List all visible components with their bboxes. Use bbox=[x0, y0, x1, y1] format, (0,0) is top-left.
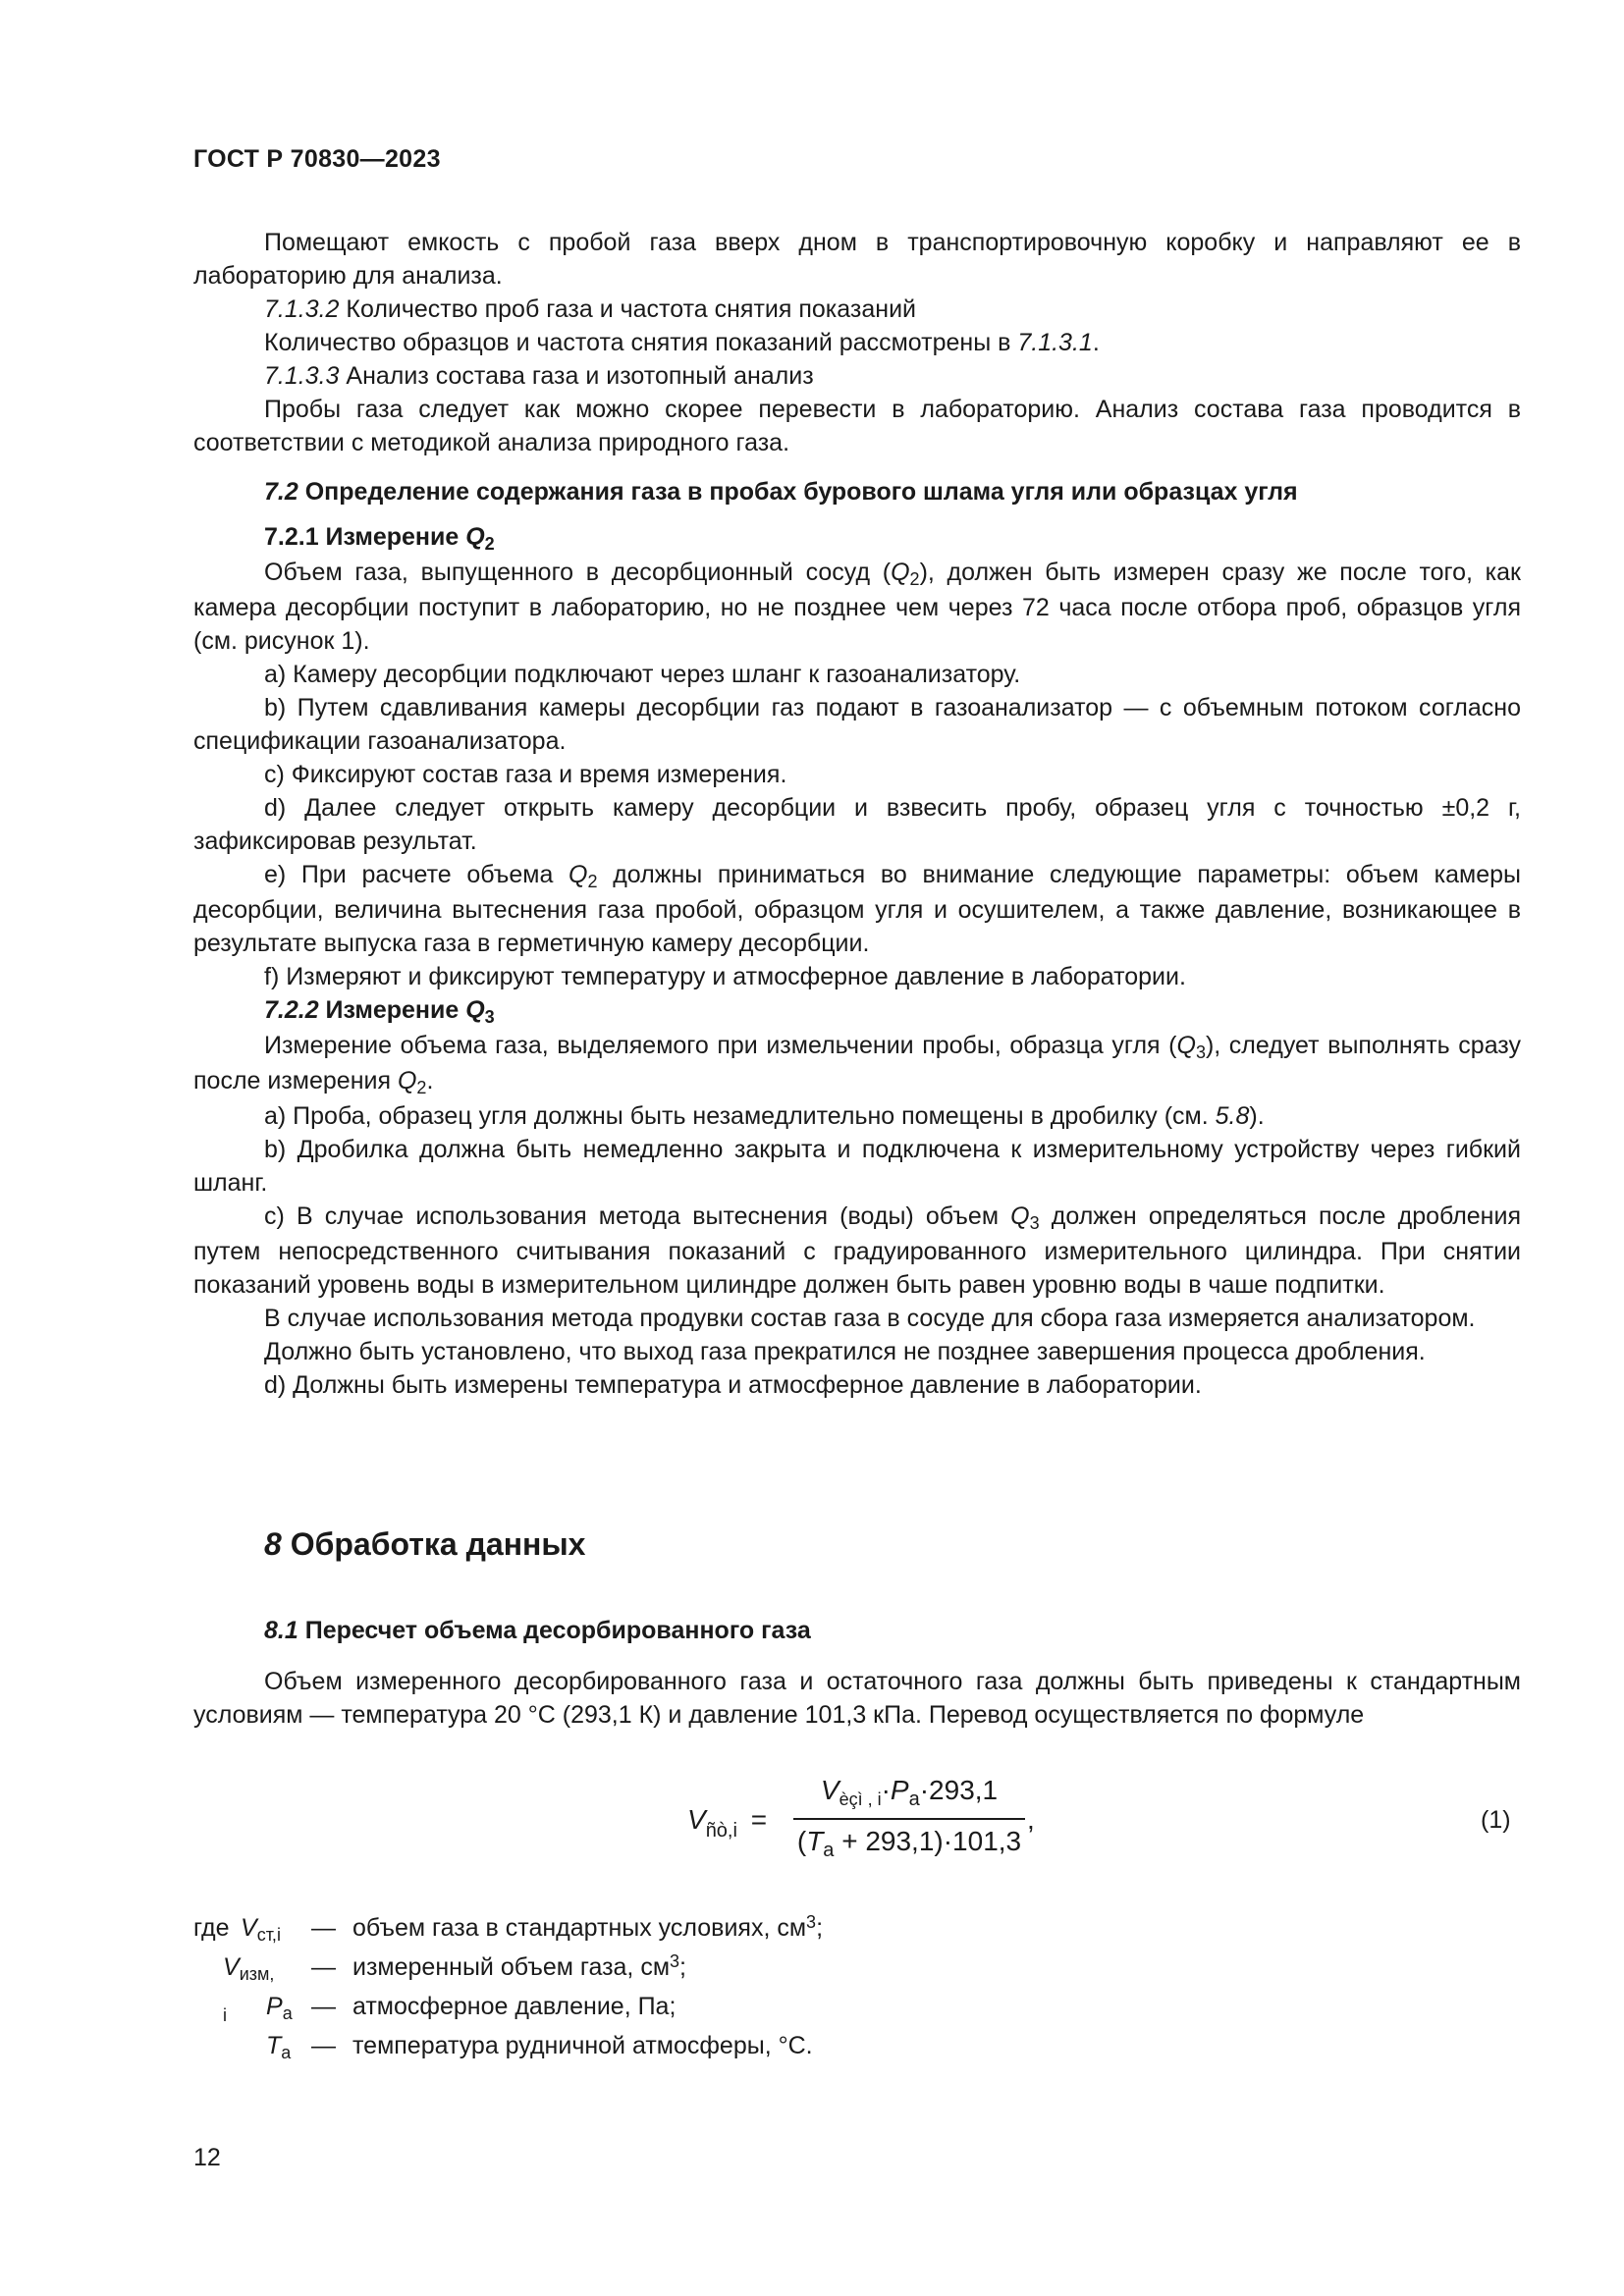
subsection-heading-7-1-3-3: 7.1.3.3 Анализ состава газа и изотопный анализ bbox=[264, 362, 814, 390]
list-item: d) Должны быть измерены температура и атмосферное давление в лаборатории. bbox=[264, 1371, 1202, 1399]
subsection-heading-8-1: 8.1 Пересчет объема десорбированного газа bbox=[264, 1617, 811, 1644]
paragraph: В случае использования метода продувки состав газа в сосуде для сбора газа измеряется анализатором. bbox=[264, 1305, 1476, 1332]
paragraph: Измерение объема газа, выделяемого при измельчении пробы, образца угля $(Q_3)$, следует выполнять сразу после измерения $Q_2$. bbox=[193, 1032, 1521, 1098]
subsection-heading-7-2-2: 7.2.2 Измерение $Q_3$ bbox=[264, 996, 495, 1028]
list-item: d) Далее следует открыть камеру десорбции и взвесить пробу, образец угля с точностью ±0,2 г, зафиксировав результат. bbox=[193, 794, 1521, 855]
body-text-block bbox=[193, 1665, 1521, 1732]
list-item: а) Проба, образец угля должны быть незамедлительно помещены в дробилку (см. 5.8). bbox=[264, 1102, 1265, 1130]
section-heading-7-2: 7.2 Определение содержания газа в пробах бурового шлама угля или образцах угля bbox=[264, 478, 1298, 506]
list-item: b) Путем сдавливания камеры десорбции газ подают в газоанализатор — с объемным потоком согласно спецификации газоанализатора. bbox=[193, 694, 1521, 755]
document-page: ГОСТ Р 70830—2023 Помещают емкость с пробой газа вверх дном в транспортировочную коробку и направляют ее в лабораторию для анализа. 7.1.3.2 Количество проб газа и частота снятия показаний Количество образцов и частота снятия показаний рассмотрены в 7.1.3.1. 7.1.3.3 Анализ состава газа и изотопный анализ Пробы газа следует как можно скорее перевести в лабораторию. Анализ состава газа проводится в соответствии с методикой анализа природного газа. 7.2 Определение содержания газа в пробах бурового шлама угля или образцах угля 7.2.1 Измерение $Q_2$ Объем газа, выпущенного в десорбционный сосуд $(Q_2)$, должен быть измерен сразу же после того, как камера десорбции поступит в лабораторию, но не позднее чем через 72 часа после отбора проб, образцов угля (см. рисунок 1). а) Камеру десорбции подключают через шланг к газоанализатору. b) Путем сдавливания камеры десорбции газ подают в газоанализатор — с объемным потоком согласно спецификации газоанализатора. с) Фиксируют состав газа и время измерения. d) Далее следует открыть камеру десорбции и взвесить пробу, образец угля с точностью ±0,2 г, зафиксировав результат. е) При расчете объема $Q_2$ должны приниматься во внимание следующие параметры: объем камеры десорбции, величина вытеснения газа пробой, образцом угля и осушителем, а также давление, возникающее в результате выпуска газа в герметичную камеру десорбции. f) Измеряют и фиксируют температуру и атмосферное давление в лаборатории. 7.2.2 Измерение $Q_3$ Измерение объема газа, выделяемого при измельчении пробы, образца угля $(Q_3)$, следует выполнять сразу после измерения $Q_2$. а) Проба, образец угля должны быть незамедлительно помещены в дробилку (см. 5.8). b) Дробилка должна быть немедленно закрыта и подключена к измерительному устройству через гибкий шланг. с) В случае использования метода вытеснения (воды) объем $Q_3$ должен определяться после дробления путем непосредственного считывания показаний с градуированного измерительного цилиндра. При снятии показаний уровень воды в измерительном цилиндре должен быть равен уровню воды в чаше подпитки. В случае использования метода продувки состав газа в сосуде для сбора газа измеряется анализатором. Должно быть установлено, что выход газа прекратился не позднее завершения процесса дробления. d) Должны быть измерены температура и атмосферное давление в лаборатории. 8 Обработка данных 8.1 Пересчет объема десорбированного газа Объем измеренного десорбированного газа и остаточного газа должны быть приведены к стандартным условиям — температура 20 °С (293,1 К) и давление 101,3 кПа. Перевод осуществляется по формуле $V_{ñò,i}$ = $V_{èçì , i}\cdot P_a\cdot 293,1$ $(T_a + 293,1)\cdot 101,3$ , (1) где $V_{ст,i}$ — объем газа в стандартных условиях, $см^3$; $V_{изм, i}$ — измеренный объем газа, $см^3$; $P_a$ — атмосферное давление, Па; $T_a$ — температура рудничной атмосферы, °С. 12 bbox=[193, 145, 1521, 2171]
document-header: ГОСТ Р 70830—2023 bbox=[193, 145, 441, 173]
paragraph: Пробы газа следует как можно скорее перевести в лабораторию. Анализ состава газа проводится в соответствии с методикой анализа природного газа. bbox=[193, 396, 1521, 456]
list-item: с) В случае использования метода вытеснения (воды) объем $Q_3$ должен определяться после дробления путем непосредственного считывания показаний с градуированного измерительного цилиндра. При снятии показаний уровень воды в измерительном цилиндре должен быть равен уровню воды в чаше подпитки. bbox=[193, 1202, 1521, 1299]
paragraph: Объем измеренного десорбированного газа и остаточного газа должны быть приведены к стандартным условиям — температура 20 °С (293,1 К) и давление 101,3 кПа. Перевод осуществляется по формуле bbox=[193, 1668, 1521, 1729]
subsection-heading-7-2-1: 7.2.1 Измерение $Q_2$ bbox=[264, 523, 495, 555]
list-item: b) Дробилка должна быть немедленно закрыта и подключена к измерительному устройству через гибкий шланг. bbox=[193, 1136, 1521, 1197]
list-item: f) Измеряют и фиксируют температуру и атмосферное давление в лаборатории. bbox=[264, 963, 1186, 990]
list-item: е) При расчете объема $Q_2$ должны приниматься во внимание следующие параметры: объем камеры десорбции, величина вытеснения газа пробой, образцом угля и осушителем, а также давление, возникающее в результате выпуска газа в герметичную камеру десорбции. bbox=[193, 861, 1521, 957]
fraction-bar bbox=[793, 1818, 1025, 1820]
equation-number: (1) bbox=[1481, 1806, 1511, 1834]
subsection-heading-7-1-3-2: 7.1.3.2 Количество проб газа и частота снятия показаний bbox=[264, 295, 916, 323]
body-text-block bbox=[193, 226, 1521, 1402]
formula-lhs: $V_{ñò,i}$ = bbox=[687, 1804, 768, 1842]
section-heading-8: 8 Обработка данных bbox=[264, 1526, 586, 1562]
list-item: с) Фиксируют состав газа и время измерения. bbox=[264, 761, 787, 788]
paragraph: Помещают емкость с пробой газа вверх дном в транспортировочную коробку и направляют ее в лабораторию для анализа. bbox=[193, 229, 1521, 290]
formula-1 bbox=[687, 1775, 1080, 1873]
formula-tail: , bbox=[1027, 1804, 1035, 1835]
list-item: а) Камеру десорбции подключают через шланг к газоанализатору. bbox=[264, 661, 1021, 688]
paragraph: Объем газа, выпущенного в десорбционный сосуд $(Q_2)$, должен быть измерен сразу же после того, как камера десорбции поступит в лабораторию, но не позднее чем через 72 часа после отбора проб, образцов угля (см. рисунок 1). bbox=[193, 559, 1521, 655]
paragraph: Количество образцов и частота снятия показаний рассмотрены в 7.1.3.1. bbox=[264, 329, 1100, 356]
paragraph: Должно быть установлено, что выход газа прекратился не позднее завершения процесса дробления. bbox=[264, 1338, 1426, 1365]
formula-numerator: $V_{èçì , i}\cdot P_a\cdot 293,1$ bbox=[820, 1775, 999, 1810]
formula-denominator: $(T_a + 293,1)\cdot 101,3$ bbox=[796, 1826, 1022, 1861]
page-number: 12 bbox=[193, 2144, 221, 2171]
